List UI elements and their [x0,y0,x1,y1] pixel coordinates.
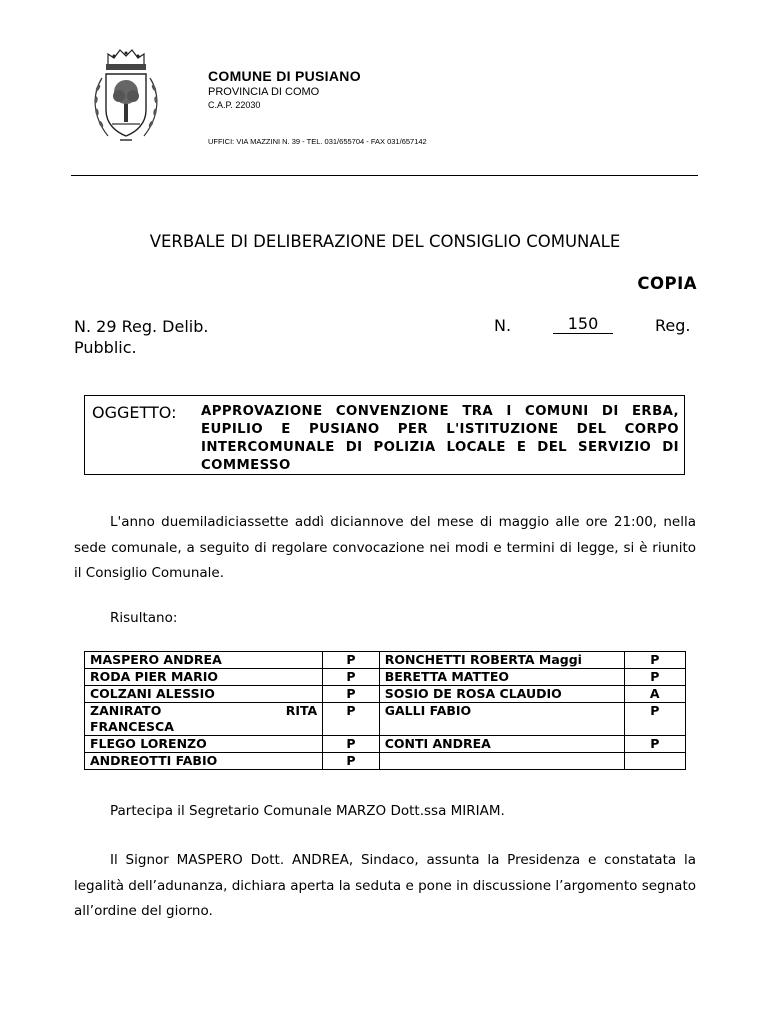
attendance-status: P [624,669,685,686]
presidency-text: Il Signor MASPERO Dott. ANDREA, Sindaco, assunta la Presidenza e constatata la legalità dell’adunanza, dichiara aperta la seduta e pone in discussione l’argomento segnato all’ordine del giorno. [74,852,696,919]
council-member-name: FLEGO LORENZO [85,736,323,753]
attendance-status: P [624,703,685,736]
subject-box [84,395,685,475]
attendance-status: P [624,652,685,669]
registry-label: Reg. [655,316,691,335]
municipal-crest-emblem [90,44,162,148]
council-member-second-name: FRANCESCA [90,719,174,734]
table-row [85,686,686,703]
registry-number-label: N. [494,316,512,335]
table-row [85,652,686,669]
council-member-name: SOSIO DE ROSA CLAUDIO [379,686,624,703]
council-member-first-name: RITA [285,703,318,718]
attendance-heading: Risultano: [110,610,178,626]
council-member-name: RODA PIER MARIO [85,669,323,686]
document-title: VERBALE DI DELIBERAZIONE DEL CONSIGLIO COMUNALE [149,232,621,251]
header-divider [71,175,698,176]
postal-code-line: C.A.P. 22030 [208,100,261,110]
presidency-paragraph [74,848,696,925]
registry-deliberation-line2: Pubblic. [74,338,137,357]
council-member-surname: ZANIRATO [90,703,162,718]
table-row [85,736,686,753]
council-member-name: MASPERO ANDREA [85,652,323,669]
council-member-name [85,703,323,736]
secretary-paragraph: Partecipa il Segretario Comunale MARZO Dott.ssa MIRIAM. [110,803,505,819]
subject-label: OGGETTO: [92,403,177,422]
intro-paragraph [74,510,696,587]
council-member-name: BERETTA MATTEO [379,669,624,686]
table-row [85,753,686,770]
council-member-name: COLZANI ALESSIO [85,686,323,703]
intro-text: L'anno duemiladiciassette addì diciannove del mese di maggio alle ore 21:00, nella sede comunale, a seguito di regolare convocazione nei modi e termini di legge, si è riunito il Consiglio Comunale. [74,514,696,581]
attendance-status: A [624,686,685,703]
subject-text: APPROVAZIONE CONVENZIONE TRA I COMUNI DI ERBA, EUPILIO E PUSIANO PER L'ISTITUZIONE DEL CORPO INTERCOMUNALE DI POLIZIA LOCALE E DEL SERVIZIO DI COMMESSO [201,404,679,473]
attendance-table [84,651,686,770]
attendance-status: P [624,736,685,753]
attendance-status: P [323,669,379,686]
registry-number-value: 150 [553,316,613,334]
council-member-name: GALLI FABIO [379,703,624,736]
attendance-status: P [323,753,379,770]
table-row [85,703,686,736]
table-row [85,669,686,686]
council-member-name-line1 [90,703,317,719]
council-member-name: ANDREOTTI FABIO [85,753,323,770]
attendance-status: P [323,652,379,669]
attendance-status: P [323,686,379,703]
registry-deliberation-line1: N. 29 Reg. Delib. [74,317,209,336]
council-member-name [379,753,624,770]
office-contact-line: UFFICI: VIA MAZZINI N. 39 - TEL. 031/655704 - FAX 031/657142 [208,137,427,146]
council-member-name: CONTI ANDREA [379,736,624,753]
attendance-status: P [323,736,379,753]
attendance-status [624,753,685,770]
registry-deliberation [74,316,208,358]
attendance-status: P [323,703,379,736]
council-member-name: RONCHETTI ROBERTA Maggi [379,652,624,669]
copy-label: COPIA [637,274,697,293]
province-line: PROVINCIA DI COMO [208,86,320,98]
municipality-name: COMUNE DI PUSIANO [208,68,361,84]
